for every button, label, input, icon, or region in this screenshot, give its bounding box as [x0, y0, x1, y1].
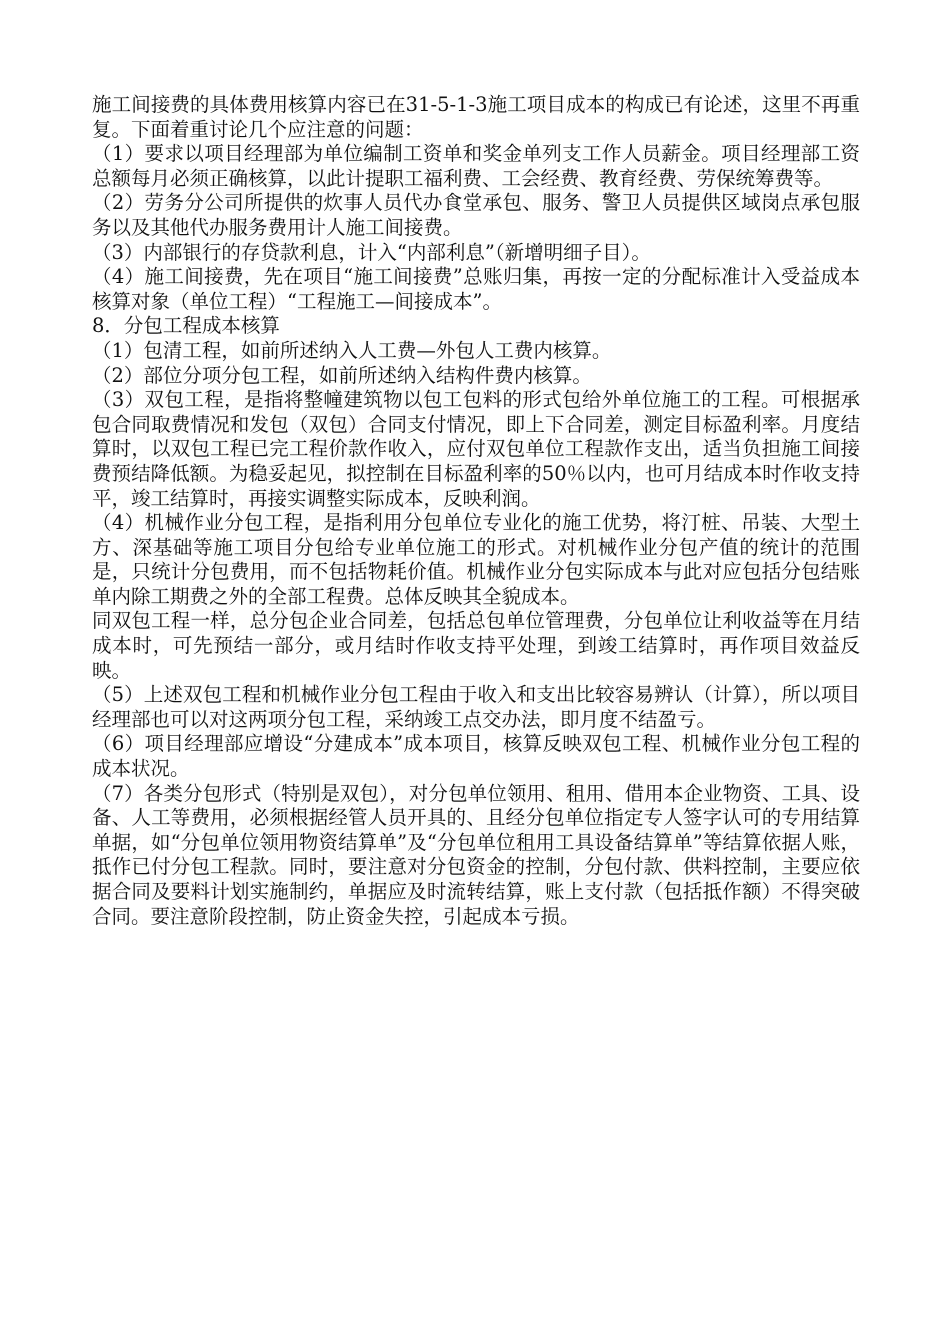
paragraph-sub-4: （4）机械作业分包工程，是指利用分包单位专业化的施工优势，将汀桩、吊装、大型土方、深基础等施工项目分包给专业单位施工的形式。对机械作业分包产值的统计的范围是，只统计分包费用，而不包括物耗价值。机械作业分包实际成本与此对应包括分包结账单内除工期费之外的全部工程费。总体反映其全貌成本。	[92, 511, 860, 608]
paragraph-sub-7: （7）各类分包形式（特别是双包），对分包单位领用、租用、借用本企业物资、工具、设备、人工等费用，必须根据经管人员开具的、且经分包单位指定专人签字认可的专用结算单据，如“分包单位领用物资结算单”及“分包单位租用工具设备结算单”等结算依据人账，抵作已付分包工程款。同时，要注意对分包资金的控制，分包付款、供料控制，主要应依据合同及要料计划实施制约，单据应及时流转结算，账上支付款（包括抵作额）不得突破合同。要注意阶段控制，防止资金失控，引起成本亏损。	[92, 781, 860, 928]
paragraph-intro: 施工间接费的具体费用核算内容已在31-5-1-3施工项目成本的构成已有论述，这里不再重复。下面着重讨论几个应注意的问题：	[92, 93, 860, 141]
document-body	[92, 93, 860, 929]
paragraph-sub-4-continued: 同双包工程一样，总分包企业合同差，包括总包单位管理费，分包单位让利收益等在月结成本时，可先预结一部分，或月结时作收支持平处理，到竣工结算时，再作项目效益反映。	[92, 609, 860, 682]
paragraph-sub-1: （1）包清工程，如前所述纳入人工费—外包人工费内核算。	[92, 338, 612, 362]
paragraph-sub-6: （6）项目经理部应增设“分建成本”成本项目，核算反映双包工程、机械作业分包工程的成本状况。	[92, 732, 860, 781]
section-heading: 8．分包工程成本核算	[92, 314, 280, 338]
paragraph-sub-5: （5）上述双包工程和机械作业分包工程由于收入和支出比较容易辨认（计算），所以项目经理部也可以对这两项分包工程，采纳竣工点交办法，即月度不结盈亏。	[92, 683, 860, 731]
paragraph-sub-3: （3）双包工程，是指将整幢建筑物以包工包料的形式包给外单位施工的工程。可根据承包合同取费情况和发包（双包）合同支付情况，即上下合同差，测定目标盈利率。月度结算时，以双包工程已完工程价款作收入，应付双包单位工程款作支出，适当负担施工间接费预结降低额。为稳妥起见，拟控制在目标盈利率的50％以内，也可月结成本时作收支持平，竣工结算时，再接实调整实际成本，反映利润。	[92, 388, 860, 510]
paragraph-sub-2: （2）部位分项分包工程，如前所述纳入结构件费内核算。	[92, 363, 592, 387]
paragraph-item-4: （4）施工间接费，先在项目“施工间接费”总账归集，再按一定的分配标准计入受益成本核算对象（单位工程）“工程施工—间接成本”。	[92, 265, 860, 313]
paragraph-item-2: （2）劳务分公司所提供的炊事人员代办食堂承包、服务、警卫人员提供区域岗点承包服务以及其他代办服务费用计人施工间接费。	[92, 191, 860, 239]
paragraph-item-3: （3）内部银行的存贷款利息，计入“内部利息”（新增明细子目）。	[92, 240, 651, 264]
paragraph-item-1: （1）要求以项目经理部为单位编制工资单和奖金单列支工作人员薪金。项目经理部工资总额每月必须正确核算，以此计提职工福利费、工会经费、教育经费、劳保统筹费等。	[92, 142, 860, 190]
